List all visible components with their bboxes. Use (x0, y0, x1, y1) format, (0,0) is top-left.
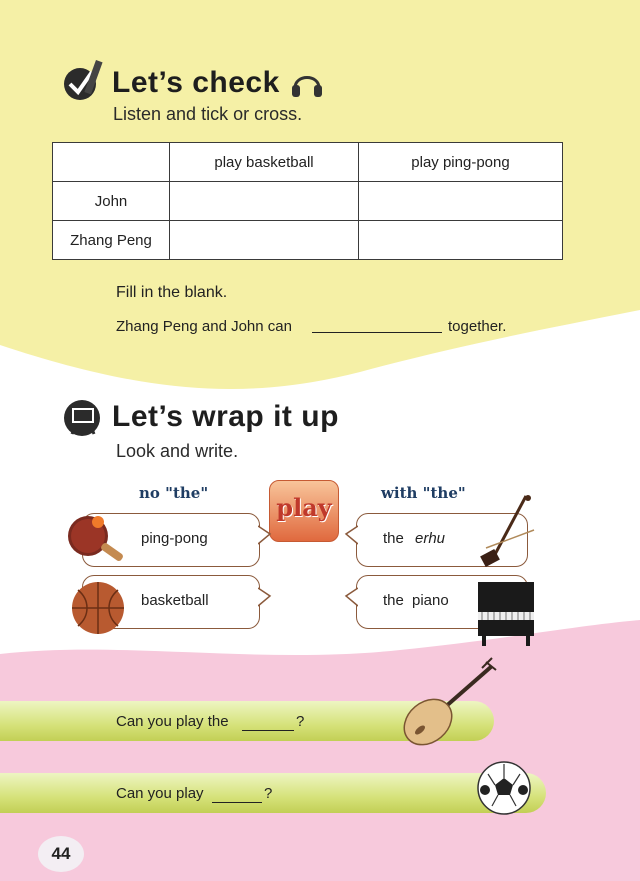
fill-blank-sentence-end: together. (448, 318, 507, 335)
fill-blank-title: Fill in the blank. (116, 284, 228, 301)
fill-blank-sentence-start: Zhang Peng and John can (116, 318, 292, 335)
ping-pong-paddle-icon (66, 512, 132, 568)
table-header-pingpong: play ping-pong (359, 143, 563, 182)
pencil-check-icon (60, 58, 106, 106)
erhu-icon (476, 490, 538, 568)
play-badge (269, 480, 339, 542)
check-instruction: Listen and tick or cross. (113, 104, 303, 124)
pipa-icon (398, 656, 502, 754)
soccer-ball-icon (476, 760, 532, 816)
bubble-text-erhu-article: the (383, 530, 404, 547)
table-header-basketball: play basketball (170, 143, 359, 182)
question-2-mark: ? (264, 785, 273, 802)
question-2-blank[interactable] (212, 802, 262, 803)
lets-check-title: Let’s check (112, 66, 280, 99)
answer-cell-john-basketball[interactable] (170, 182, 359, 221)
bubble-text-piano-article: the (383, 592, 404, 609)
page-number: 44 (38, 836, 84, 872)
answer-cell-zhang-pingpong[interactable] (359, 221, 563, 260)
answer-cell-john-pingpong[interactable] (359, 182, 563, 221)
wrap-instruction: Look and write. (116, 441, 239, 461)
question-2-text: Can you play (116, 785, 204, 802)
bubble-tail-right (344, 522, 358, 612)
fill-blank-answer-line[interactable] (312, 332, 442, 333)
bubble-tail-left (258, 522, 272, 612)
listen-table (52, 142, 563, 260)
bubble-text-erhu-word: erhu (415, 530, 446, 547)
with-the-label: with "the" (381, 484, 466, 502)
table-row (53, 182, 563, 221)
table-row (53, 221, 563, 260)
basketball-icon (70, 580, 126, 636)
question-1-blank[interactable] (242, 730, 294, 731)
question-1-text: Can you play the (116, 713, 229, 730)
lets-wrap-title: Let’s wrap it up (112, 400, 339, 433)
question-bar-2 (0, 773, 546, 813)
chalkboard-icon (60, 398, 106, 438)
question-1-mark: ? (296, 713, 305, 730)
headphones-icon (290, 68, 324, 100)
play-word: play (276, 493, 332, 522)
answer-cell-zhang-basketball[interactable] (170, 221, 359, 260)
no-the-label: no "the" (139, 484, 209, 502)
bubble-text-pingpong: ping-pong (141, 530, 208, 547)
bubble-text-basketball: basketball (141, 592, 209, 609)
table-header-empty (53, 143, 170, 182)
bubble-text-piano-word: piano (412, 592, 449, 609)
piano-icon (474, 578, 538, 648)
table-header-row (53, 143, 563, 182)
row-name-zhang-peng: Zhang Peng (53, 221, 170, 260)
row-name-john: John (53, 182, 170, 221)
